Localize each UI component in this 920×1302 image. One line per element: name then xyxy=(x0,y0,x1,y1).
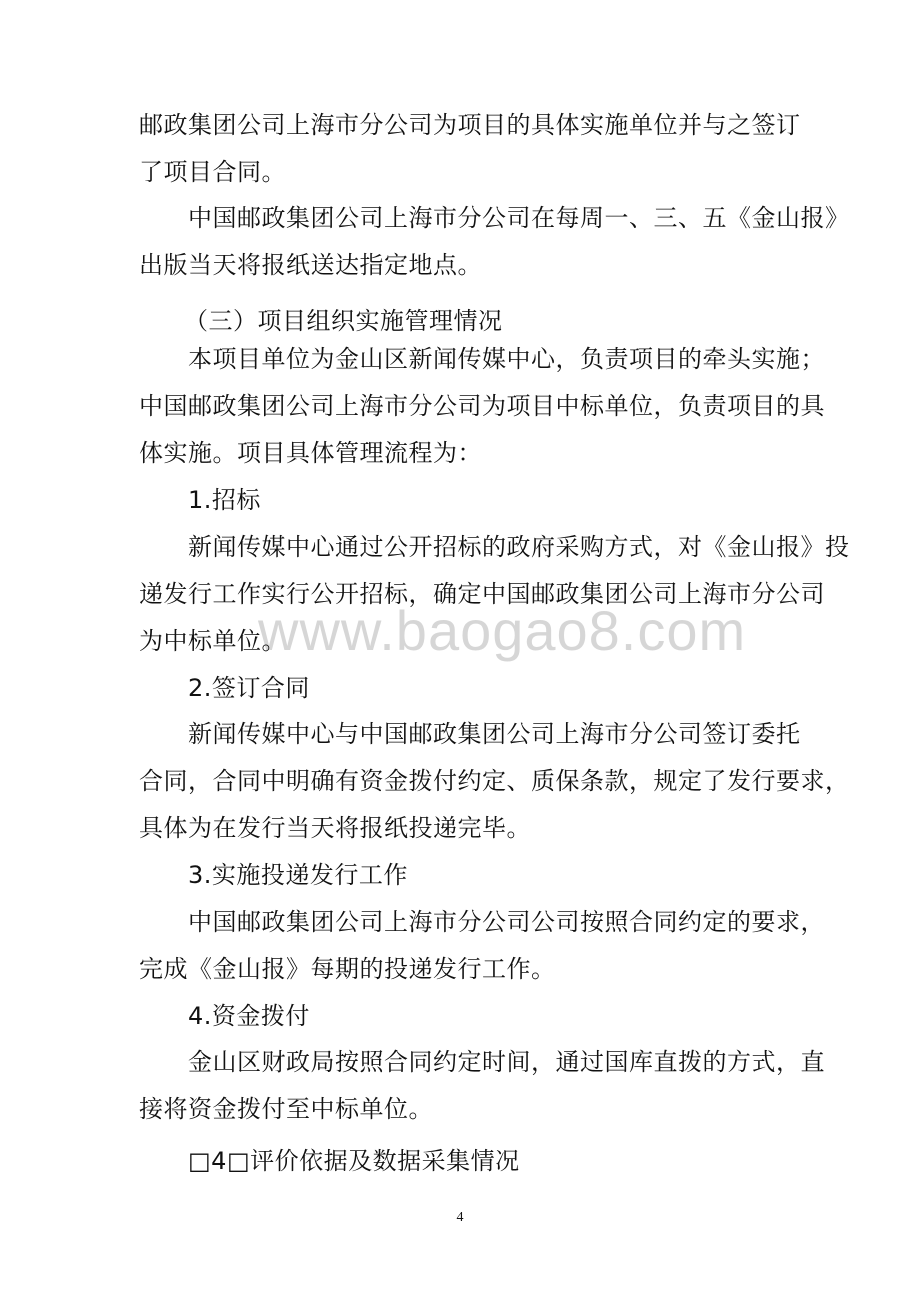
paragraph-line: 接将资金拨付至中标单位。 xyxy=(139,1095,433,1123)
paragraph-line: 中国邮政集团公司上海市分公司公司按照合同约定的要求， xyxy=(188,908,825,936)
paragraph-line: 完成《金山报》每期的投递发行工作。 xyxy=(139,955,556,983)
subsection-heading: 2.签订合同 xyxy=(188,674,310,702)
paragraph-line: 了项目合同。 xyxy=(139,158,286,186)
paragraph-line: 中国邮政集团公司上海市分公司在每周一、三、五《金山报》 xyxy=(188,204,850,232)
section-heading: □4□评价依据及数据采集情况 xyxy=(188,1147,520,1175)
paragraph-line: 新闻传媒中心与中国邮政集团公司上海市分公司签订委托 xyxy=(188,720,801,748)
paragraph-line: 体实施。项目具体管理流程为： xyxy=(139,439,482,467)
subsection-heading: 3.实施投递发行工作 xyxy=(188,861,408,889)
paragraph-line: 合同，合同中明确有资金拨付约定、质保条款，规定了发行要求， xyxy=(139,767,850,795)
paragraph-line: 中国邮政集团公司上海市分公司为项目中标单位，负责项目的具 xyxy=(139,392,825,420)
subsection-heading: 1.招标 xyxy=(188,486,261,514)
paragraph-line: 新闻传媒中心通过公开招标的政府采购方式，对《金山报》投 xyxy=(188,533,850,561)
paragraph-line: 为中标单位。 xyxy=(139,627,286,655)
paragraph-line: 邮政集团公司上海市分公司为项目的具体实施单位并与之签订 xyxy=(139,111,801,139)
section-heading: （三）项目组织实施管理情况 xyxy=(184,307,503,335)
paragraph-line: 具体为在发行当天将报纸投递完毕。 xyxy=(139,814,531,842)
watermark: www.baogao8.com xyxy=(258,599,747,662)
paragraph-line: 出版当天将报纸送达指定地点。 xyxy=(139,251,482,279)
paragraph-line: 本项目单位为金山区新闻传媒中心，负责项目的牵头实施； xyxy=(188,345,825,373)
paragraph-line: 递发行工作实行公开招标，确定中国邮政集团公司上海市分公司 xyxy=(139,580,825,608)
paragraph-line: 金山区财政局按照合同约定时间，通过国库直拨的方式，直 xyxy=(188,1048,825,1076)
page-number: 4 xyxy=(456,1210,464,1225)
subsection-heading: 4.资金拨付 xyxy=(188,1002,310,1030)
